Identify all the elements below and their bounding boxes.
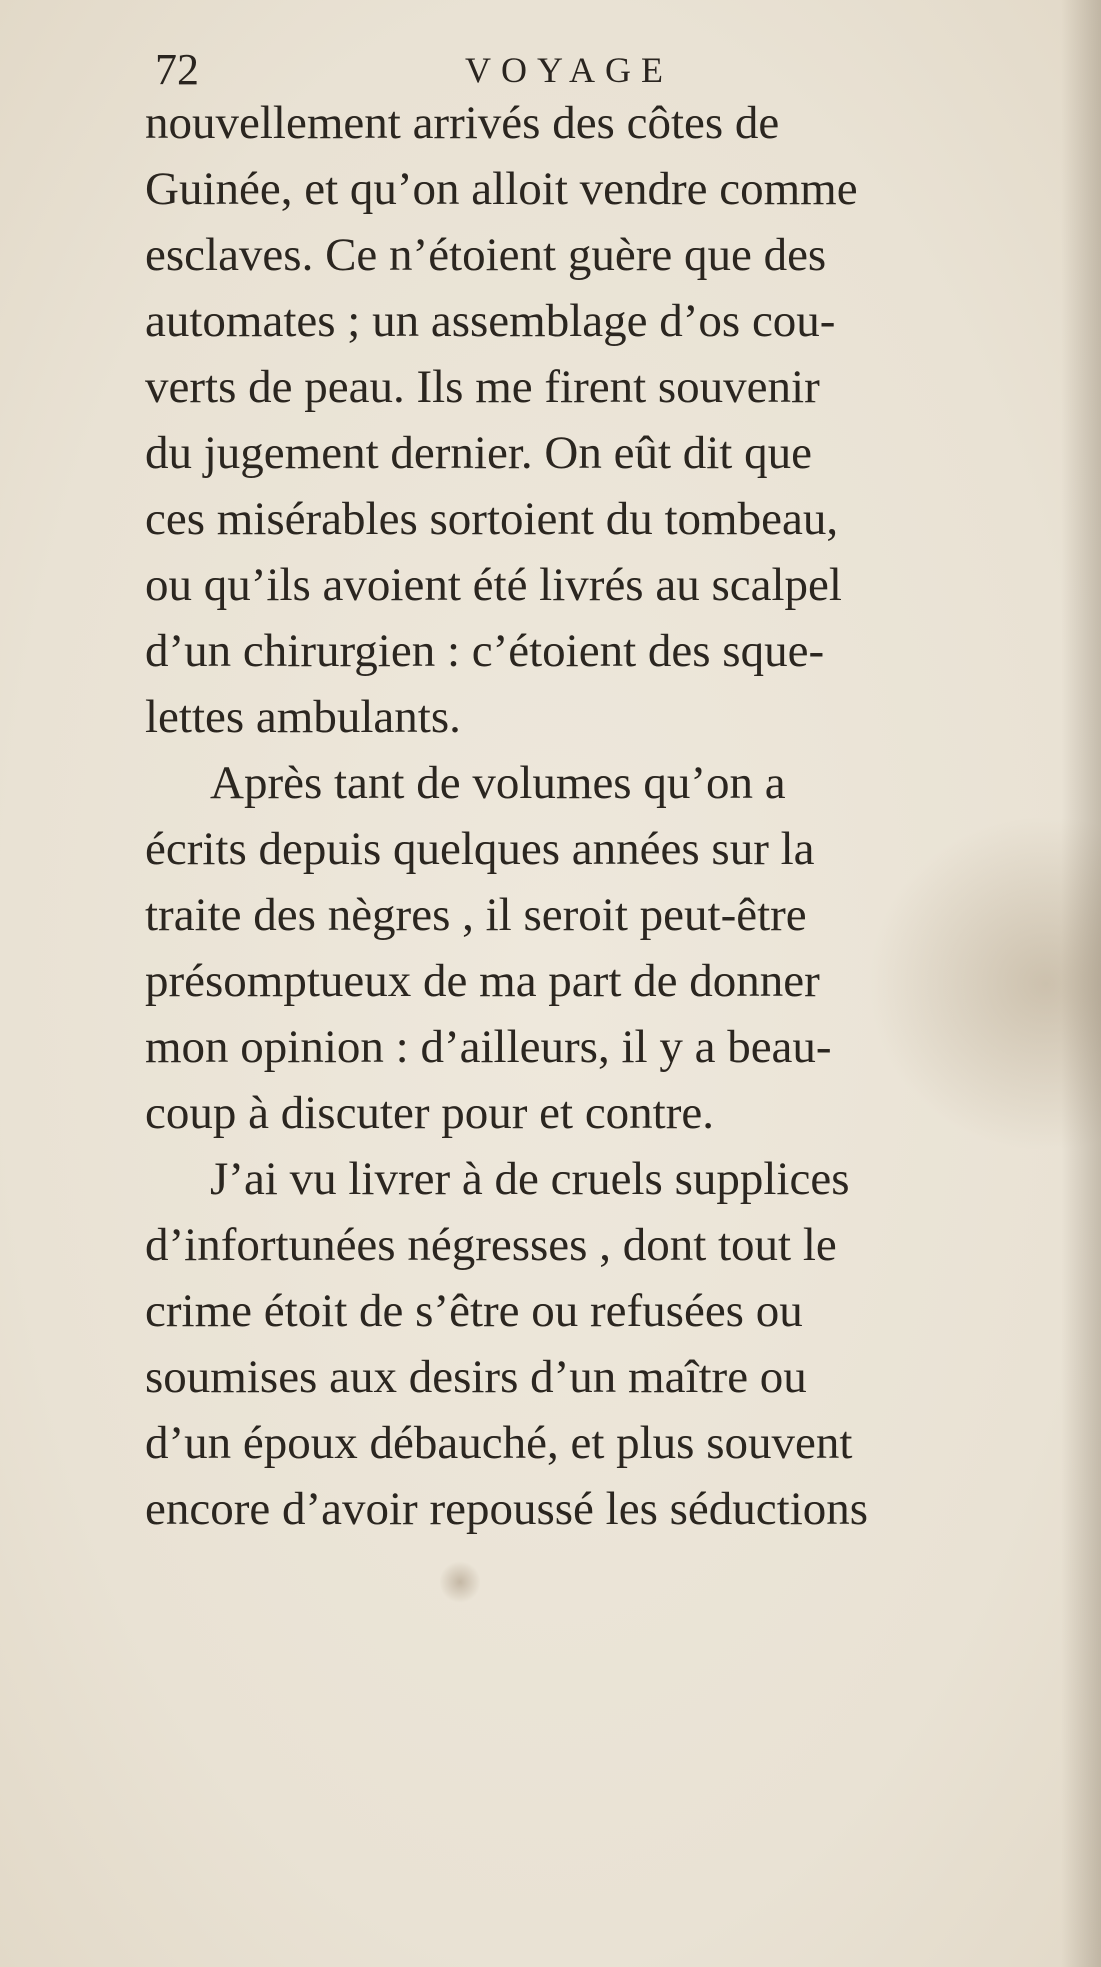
paper-stain (440, 1560, 480, 1604)
paragraph-3 (145, 1146, 1025, 1542)
text-line: automates ; un assemblage d’os cou- (145, 295, 836, 347)
paragraph-2 (145, 750, 1025, 1146)
body-text (145, 90, 1025, 1542)
text-line: lettes ambulants. (145, 691, 461, 743)
page-number: 72 (155, 45, 199, 94)
text-line: soumises aux desirs d’un maître ou (145, 1351, 807, 1403)
text-line: nouvellement arrivés des côtes de (145, 97, 780, 149)
gutter-shadow (1061, 0, 1101, 1967)
text-line: encore d’avoir repoussé les séductions (145, 1483, 869, 1535)
text-line: Après tant de volumes qu’on a (210, 757, 786, 809)
text-line: J’ai vu livrer à de cruels supplices (210, 1153, 850, 1205)
text-line: crime étoit de s’être ou refusées ou (145, 1285, 803, 1337)
text-line: traite des nègres , il seroit peut-être (145, 889, 807, 941)
text-line: coup à discuter pour et contre. (145, 1087, 715, 1139)
paragraph-1 (145, 90, 1025, 750)
text-line: présomptueux de ma part de donner (145, 955, 820, 1007)
text-line: écrits depuis quelques années sur la (145, 823, 815, 875)
text-line: d’un époux débauché, et plus souvent (145, 1417, 853, 1469)
text-line: ces misérables sortoient du tombeau, (145, 493, 839, 545)
text-line: d’infortunées négresses , dont tout le (145, 1219, 837, 1271)
text-line: mon opinion : d’ailleurs, il y a beau- (145, 1021, 832, 1073)
text-line: esclaves. Ce n’étoient guère que des (145, 229, 827, 281)
running-head: VOYAGE (465, 50, 673, 90)
text-line: ou qu’ils avoient été livrés au scalpel (145, 559, 842, 611)
text-line: Guinée, et qu’on alloit vendre comme (145, 163, 858, 215)
text-line: du jugement dernier. On eût dit que (145, 427, 812, 479)
text-line: d’un chirurgien : c’étoient des sque- (145, 625, 825, 677)
text-line: verts de peau. Ils me firent souvenir (145, 361, 820, 413)
